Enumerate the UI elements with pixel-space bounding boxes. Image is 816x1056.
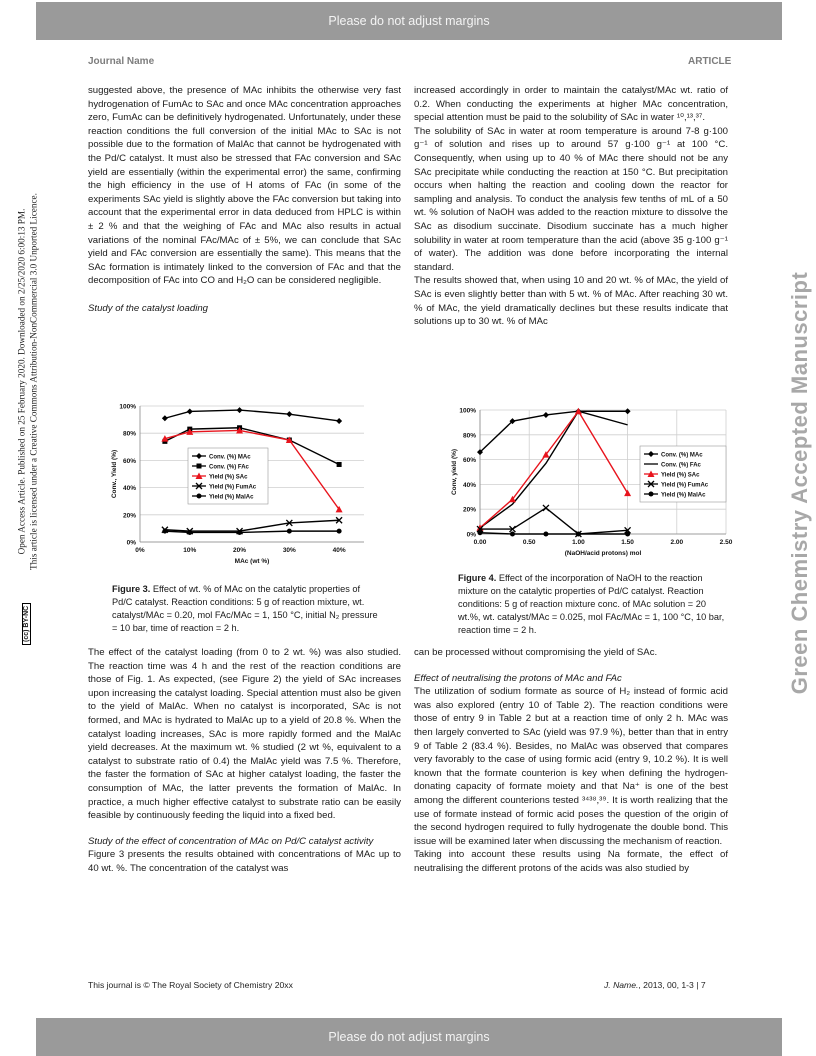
publication-line: Open Access Article. Published on 25 February 2020. Downloaded on 2/25/2020 6:00:13 PM.	[16, 208, 27, 555]
data-point	[624, 490, 631, 497]
y-tick-label: 20%	[122, 512, 136, 520]
data-point	[197, 464, 202, 469]
journal-name-header: Journal Name	[88, 56, 155, 67]
y-axis-title: Conv., Yield (%)	[111, 449, 118, 499]
legend-label: Conv. (%) FAc	[209, 464, 249, 471]
series-line	[480, 411, 628, 528]
paragraph: suggested above, the presence of MAc inhibits the otherwise very fast hydrogenation of FumAc to SAc and once MAc concentration approaches zero, FumAc can be definitively hydrogenated. Unfortunately, under these reaction conditions the full conversion of the initial MAc to SAc is not possible due to the formation of MalAc that cannot be hydrogenated with the Pd/C catalyst. It must also be stressed that FAc conversion and SAc yield are essentially (within the experimental error) the same, confirming the high efficiency in the use of H atoms of FAc (in some of the experiments SAc yield is slightly above the FAc conversion but taking into account that the experimental error in data deduced from HPLC is within ± 2 % and that the weighing of FAc and MAc also results in actual variations of the nominal FAc/MAc of ± 5%, we can conclude that SAc yield and FAc conversion are essentially the same). This means that the SAc formation is intimately linked to the conversion of FAc and that the decomposition of FAc into CO and H₂O can be considered negligible.	[88, 85, 401, 287]
data-point	[543, 532, 548, 537]
data-point	[478, 530, 483, 535]
x-tick-label: 40%	[332, 547, 346, 554]
legend-label: Conv. (%) FAc	[661, 462, 701, 469]
paragraph: Figure 3 presents the results obtained with concentrations of MAc up to 40 wt. %. The concentration of the catalyst was	[88, 849, 401, 874]
figure3-chart	[104, 398, 374, 576]
data-point	[187, 408, 193, 414]
x-tick-label: 2.50	[719, 539, 733, 546]
data-point	[187, 530, 192, 535]
right-column-bottom	[414, 646, 728, 876]
y-tick-label: 100%	[459, 407, 476, 415]
legend-label: Yield (%) FumAc	[661, 482, 709, 489]
x-tick-label: 0%	[135, 547, 145, 554]
data-point	[543, 505, 549, 511]
paragraph: The results showed that, when using 10 and 20 wt. % of MAc, the yield of SAc is even slightly better than with 5 wt. % of MAc. After reaching 30 wt. % of MAc, the yield dramatically declines but these results indicate that solutions up to 30 wt. % of MAc	[414, 275, 728, 328]
caption-label: Figure 3.	[112, 584, 151, 594]
paragraph: Taking into account these results using Na formate, the effect of neutralising the different protons of the acids was also studied by	[414, 849, 728, 874]
left-column-bottom	[88, 646, 401, 876]
data-point	[510, 532, 515, 537]
legend-label: Yield (%) SAc	[209, 474, 248, 481]
figure4-chart	[440, 400, 736, 566]
x-axis-title: MAc (wt %)	[234, 558, 270, 565]
article-type-header: ARTICLE	[688, 56, 732, 67]
bottom-margin-notice: Please do not adjust margins	[36, 1018, 782, 1056]
x-tick-label: 30%	[282, 547, 296, 554]
figure4-caption	[458, 572, 730, 637]
y-axis-title: Conv, yield (%)	[451, 448, 458, 496]
y-tick-label: 80%	[122, 430, 136, 438]
legend-label: Conv. (%) MAc	[661, 452, 703, 459]
series-line	[480, 411, 628, 452]
data-point	[162, 415, 168, 421]
data-point	[576, 532, 581, 537]
legend-label: Yield (%) SAc	[661, 472, 700, 479]
figure3-caption	[112, 583, 378, 635]
caption-text: Effect of wt. % of MAc on the catalytic properties of Pd/C catalyst. Reaction conditions: 5 g of reaction mixture, wt. catalyst/MAc = 0.20, mol FAc/MAc = 1, 150 °C, initial N₂ pressure = 10 bar, time of reaction = 2 h.	[112, 584, 378, 633]
data-point	[337, 462, 342, 467]
series-line	[480, 411, 628, 528]
x-tick-label: 1.50	[621, 539, 634, 546]
y-tick-label: 20%	[462, 506, 476, 514]
section-heading: Effect of neutralising the protons of MAc and FAc	[414, 672, 622, 684]
paragraph: increased accordingly in order to maintain the catalyst/MAc wt. ratio of 0.2. When conducting the experiments at higher MAc concentration, special attention must be paid to the solubility of SAc in water ¹⁰,¹³,³⁷.	[414, 85, 728, 124]
open-access-notice	[17, 122, 40, 642]
paragraph: The effect of the catalyst loading (from 0 to 2 wt. %) was also studied. The reaction time was 4 h and the rest of the reaction conditions are those of Fig. 1. As expected, (see Figure 2) the yield of SAc increases upon increasing the catalyst loading. Special attention must also be given to the yield of MalAc. When no catalyst is incorporated, SAc is not formed, and MAc is hydrated to MalAc up to a yield of 20.8 %. When the catalyst loading increases, SAc is more rapidly formed and the MalAc yield decreases. At the maximum wt. % studied (2 wt %, equivalent to a catalyst to substrate ratio of 0.4) the MalAc yield was 7.5 %. Therefore, the faster the formation of SAc at higher catalyst loading, the faster the consumption of MAc, the latter prevents the formation of MalAc. In practice, a much higher effective catalyst to substrate ratio can be easily feasible by continuously feeding the liquid into a fixed bed.	[88, 647, 401, 822]
section-heading: Study of the effect of concentration of MAc on Pd/C catalyst activity	[88, 835, 374, 847]
left-column-top	[88, 84, 401, 316]
paragraph: The solubility of SAc in water at room temperature is around 7-8 g·100 g⁻¹ of solution and rises up to around 57 g·100 g⁻¹ at 100 °C. Consequently, when using up to 40 % of MAc there should not be any SAc precipitate while conducting the reaction at 150 °C. But precipitation occurs when halting the reaction and cooling down the reactor for sampling and analysis. To conduct the analysis few tenths of mL of a 50 wt. % solution of NaOH was added to the reaction mixture to dissolve the SAc as disodium succinate. Disodium succinate has a much higher solubility in water at room temperature than the acid (above 35 g·100 g⁻¹ of water). The addition was done before incorporating the internal standard.	[414, 125, 728, 273]
x-tick-label: 10%	[183, 547, 197, 554]
data-point	[162, 529, 167, 534]
license-line[interactable]: This article is licensed under a Creative Commons Attribution-NonCommercial 3.0 Unported Licence.	[28, 193, 38, 570]
cc-icon: (cc)	[23, 627, 30, 642]
cc-license-badge[interactable]: (cc) BY-NC	[22, 603, 31, 645]
data-point	[649, 492, 654, 497]
y-tick-label: 0%	[466, 531, 476, 539]
caption-label: Figure 4.	[458, 573, 497, 583]
x-tick-label: 0.00	[473, 539, 487, 546]
copyright-footer: This journal is © The Royal Society of Chemistry 20xx	[88, 980, 293, 990]
legend-label: Yield (%) FumAc	[209, 484, 257, 491]
y-tick-label: 60%	[462, 457, 476, 465]
citation-details: , 2013, 00, 1-3 | 7	[638, 980, 706, 990]
journal-abbrev: J. Name.	[604, 980, 639, 990]
top-margin-notice: Please do not adjust margins	[36, 2, 782, 40]
y-tick-label: 40%	[122, 485, 136, 493]
y-tick-label: 100%	[119, 403, 136, 411]
y-tick-label: 40%	[462, 481, 476, 489]
x-tick-label: 0.50	[522, 539, 536, 546]
data-point	[543, 412, 549, 418]
section-heading: Study of the catalyst loading	[88, 302, 208, 314]
y-tick-label: 60%	[122, 457, 136, 465]
right-column-top	[414, 84, 728, 329]
accepted-manuscript-watermark: Green Chemistry Accepted Manuscript	[787, 271, 812, 695]
series-line	[480, 533, 628, 534]
x-tick-label: 1.00	[572, 539, 585, 546]
legend-label: Yield (%) MalAc	[209, 494, 254, 501]
y-tick-label: 0%	[126, 539, 136, 547]
data-point	[286, 411, 292, 417]
legend-label: Conv. (%) MAc	[209, 454, 251, 461]
data-point	[237, 530, 242, 535]
data-point	[337, 529, 342, 534]
y-tick-label: 80%	[462, 432, 476, 440]
page-citation-footer	[604, 980, 706, 990]
data-point	[625, 408, 631, 414]
data-point	[625, 532, 630, 537]
paragraph: The utilization of sodium formate as source of H₂ instead of formic acid was also explored (entry 10 of Table 2). The reaction conditions were those of entry 9 in Table 2 but at a reaction time of only 2 h. MAc was then largely converted to SAc (yield was 97.9 %), better than that in entry 9 of Table 2 (83.4 %). Besides, no MalAc was observed that compares very favorably to the case of using formic acid (entry 9, 10.2 %). It is well known that the formate counterion is key when defining the hydrogen-donating capacity of formate moiety and that Na⁺ is one of the best among the different counterions tested ³⁴³⁸,³⁹. It is worth realizing that the use of formate instead of formic acid poses the question of the origin of the second hydrogen required to fully hydrogenate the double bond. This issue will be examined later when discussing the mechanism of reaction.	[414, 686, 728, 847]
paragraph: can be processed without compromising the yield of SAc.	[414, 647, 658, 658]
x-tick-label: 20%	[233, 547, 247, 554]
data-point	[237, 407, 243, 413]
x-axis-title: (NaOH/acid protons) mol	[564, 550, 642, 557]
x-tick-label: 2.00	[670, 539, 684, 546]
caption-text: Effect of the incorporation of NaOH to the reaction mixture on the catalytic properties of Pd/C catalyst. Reaction conditions: 5 g of reaction mixture conc. of MAc solution = 20 wt.%, wt. catalyst/MAc = 0.025, mol FAc/MAc = 1, 100 °C, 10 bar, reaction time = 2 h.	[458, 573, 725, 635]
legend-label: Yield (%) MalAc	[661, 492, 706, 499]
data-point	[197, 494, 202, 499]
data-point	[336, 418, 342, 424]
data-point	[287, 529, 292, 534]
